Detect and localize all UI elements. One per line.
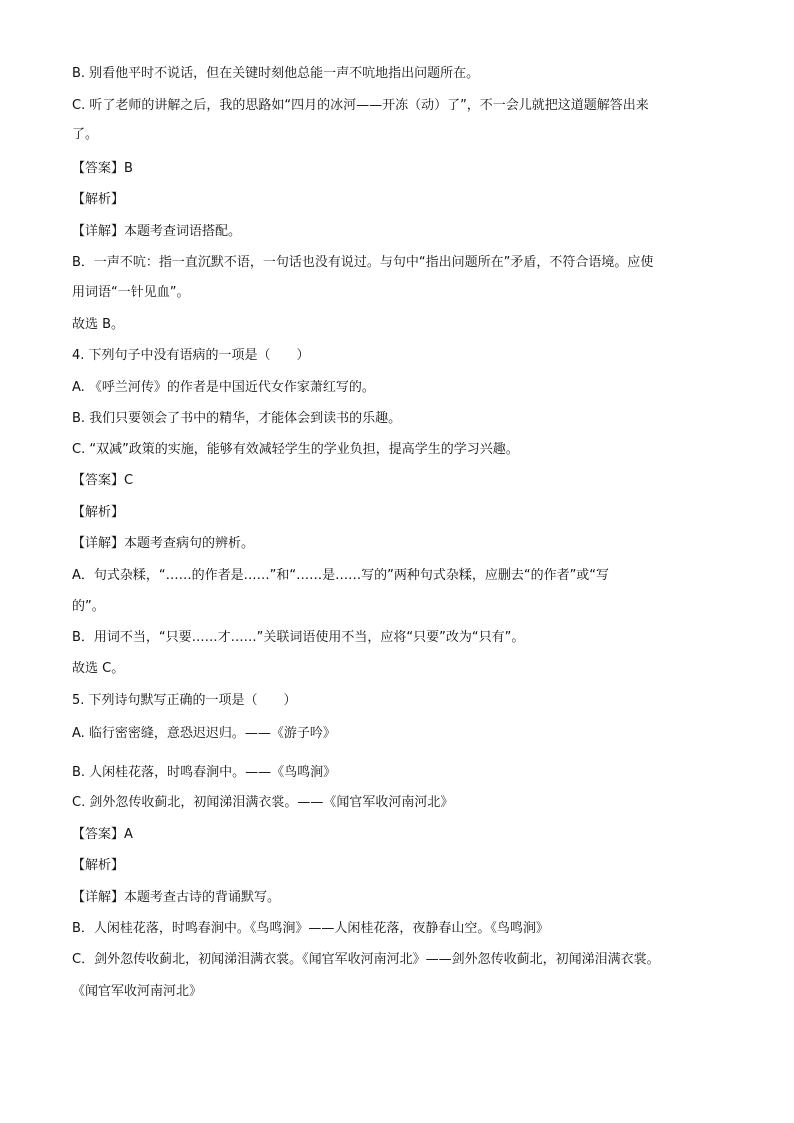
analysis-heading: 【解析】: [72, 192, 125, 207]
question-5-option-c: C. 剑外忽传收蓟北，初闻涕泪满衣裳。——《闻官军收河南河北》: [72, 795, 454, 810]
option-c-line-cont: 了。: [72, 127, 99, 142]
answer-line: 【答案】C: [72, 473, 134, 488]
explanation-line-cont: 的”。: [72, 599, 105, 614]
question-5-option-a: A. 临行密密缝，意恐迟迟归。——《游子吟》: [72, 726, 336, 741]
detail-line: 【详解】本题考查词语搭配。: [72, 224, 242, 239]
explanation-line: B．人闲桂花落，时鸣春涧中。《鸟鸣涧》——人闲桂花落，夜静春山空。《鸟鸣涧》: [72, 921, 549, 936]
detail-line: 【详解】本题考查古诗的背诵默写。: [72, 890, 281, 905]
question-4-option-b: B. 我们只要领会了书中的精华，才能体会到读书的乐趣。: [72, 411, 402, 426]
question-4-option-a: A. 《呼兰河传》的作者是中国近代女作家萧红写的。: [72, 380, 375, 395]
explanation-line-cont: 《闻官军收河南河北》: [72, 984, 203, 999]
question-4-title: 4. 下列句子中没有语病的一项是（ ）: [72, 348, 310, 363]
answer-line: 【答案】B: [72, 161, 133, 176]
choice-line: 故选 B。: [72, 317, 125, 332]
explanation-line: A．句式杂糅，“……的作者是……”和“……是……写的”两种句式杂糅，应删去“的作者”或“写: [72, 568, 610, 583]
analysis-heading: 【解析】: [72, 858, 125, 873]
detail-line: 【详解】本题考查病句的辨析。: [72, 536, 255, 551]
explanation-line: B．用词不当，“只要……才……”关联词语使用不当，应将“只要”改为“只有”。: [72, 630, 525, 645]
question-5-option-b: B. 人闲桂花落，时鸣春涧中。——《鸟鸣涧》: [72, 765, 337, 780]
option-b-line: B. 别看他平时不说话，但在关键时刻他总能一声不吭地指出问题所在。: [72, 66, 480, 81]
answer-line: 【答案】A: [72, 827, 133, 842]
explanation-line: C．剑外忽传收蓟北，初闻涕泪满衣裳。《闻官军收河南河北》——剑外忽传收蓟北，初闻涕泪满衣裳。: [72, 952, 660, 967]
analysis-heading: 【解析】: [72, 505, 125, 520]
question-5-title: 5. 下列诗句默写正确的一项是（ ）: [72, 693, 297, 708]
choice-line: 故选 C。: [72, 661, 125, 676]
explanation-line: B．一声不吭：指一直沉默不语，一句话也没有说过。与句中“指出问题所在”矛盾，不符合语境。应使: [72, 255, 654, 270]
question-4-option-c: C. “双减”政策的实施，能够有效减轻学生的学业负担，提高学生的学习兴趣。: [72, 442, 519, 457]
explanation-line-cont: 用词语“一针见血”。: [72, 285, 190, 300]
option-c-line: C. 听了老师的讲解之后，我的思路如“四月的冰河——开冻（动）了”，不一会儿就把这道题解答出来: [72, 98, 649, 113]
